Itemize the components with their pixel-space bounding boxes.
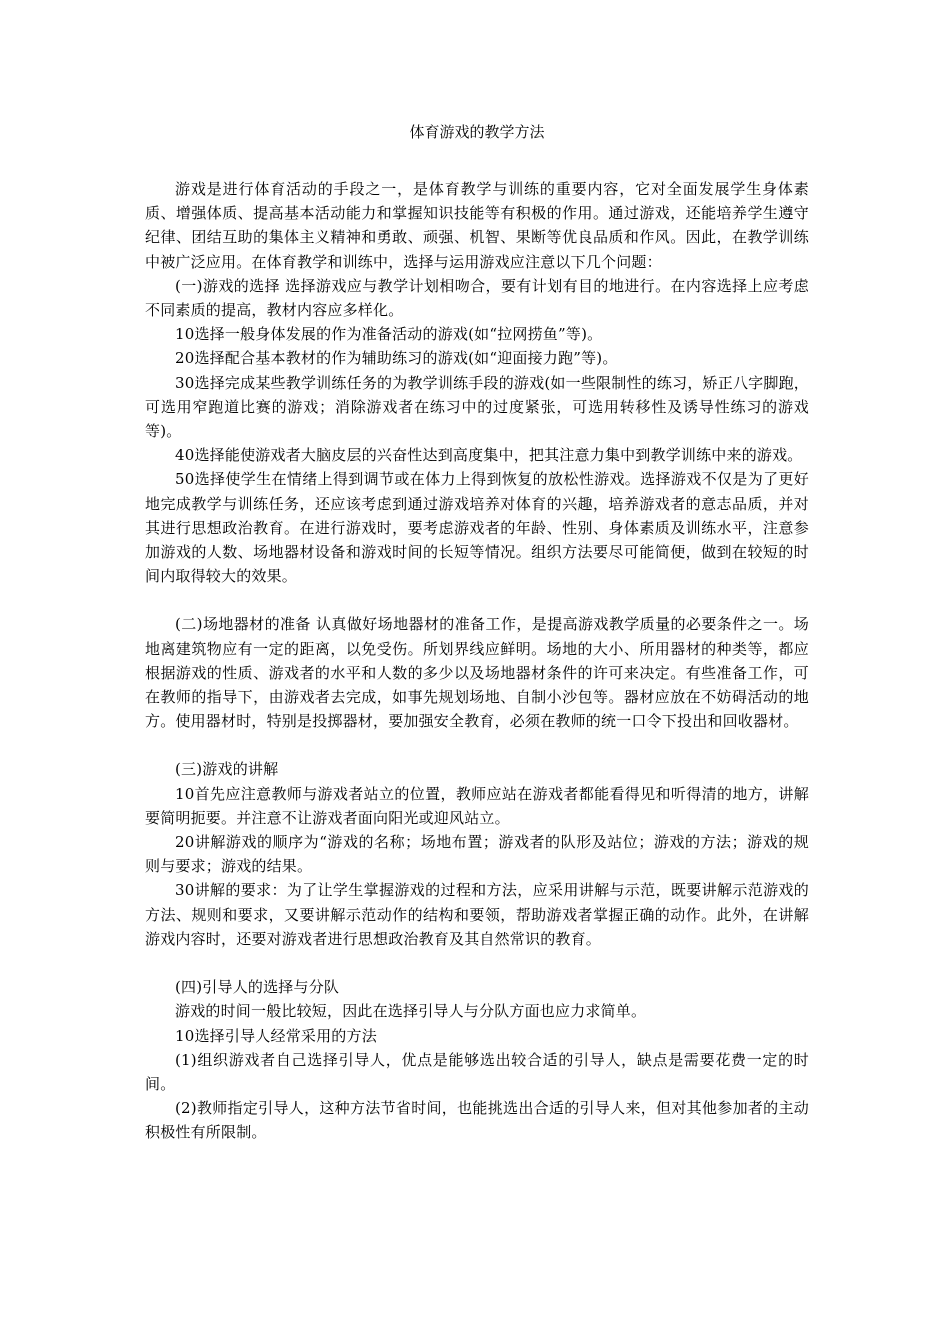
paragraph-item-1-1: 10选择一般身体发展的作为准备活动的游戏(如“拉网捞鱼”等)。 — [175, 325, 603, 344]
paragraph-section-3-heading: (三)游戏的讲解 — [175, 760, 279, 779]
paragraph-item-1-3: 30选择完成某些教学训练任务的为教学训练手段的游戏(如一些限制性的练习，矫正八字脚跑，可选用窄跑道比赛的游戏；消除游戏者在练习中的过度紧张，可选用转移性及诱导性练习的游戏等)。 — [145, 373, 809, 441]
paragraph-item-3-1: 10首先应注意教师与游戏者站立的位置，教师应站在游戏者都能看得见和听得清的地方，讲解要简明扼要。并注意不让游戏者面向阳光或迎风站立。 — [145, 784, 809, 827]
paragraph-intro: 游戏是进行体育活动的手段之一，是体育教学与训练的重要内容，它对全面发展学生身体素质、增强体质、提高基本活动能力和掌握知识技能等有积极的作用。通过游戏，还能培养学生遵守纪律、团结互助的集体主义精神和勇敢、顽强、机智、果断等优良品质和作风。因此，在教学训练中被广泛应用。在体育教学和训练中，选择与运用游戏应注意以下几个问题： — [145, 180, 809, 271]
paragraph-item-1-4: 40选择能使游戏者大脑皮层的兴奋性达到高度集中，把其注意力集中到教学训练中来的游戏。 — [175, 446, 803, 465]
paragraph-spacer — [145, 951, 809, 975]
paragraph-section-4-heading: (四)引导人的选择与分队 — [175, 978, 340, 997]
paragraph-spacer — [145, 733, 809, 757]
paragraph-item-4-1-a: (1)组织游戏者自己选择引导人，优点是能够选出较合适的引导人，缺点是需要花费一定的时间。 — [145, 1050, 809, 1093]
paragraph-item-1-2: 20选择配合基本教材的作为辅助练习的游戏(如“迎面接力跑”等)。 — [175, 349, 618, 368]
paragraph-item-1-5: 50选择使学生在情绪上得到调节或在体力上得到恢复的放松性游戏。选择游戏不仅是为了更好地完成教学与训练任务，还应该考虑到通过游戏培养对体育的兴趣，培养游戏者的意志品质，并对其进行思想政治教育。在进行游戏时，要考虑游戏者的年龄、性别、身体素质及训练水平，注意参加游戏的人数、场地器材设备和游戏时间的长短等情况。组织方法要尽可能简便，做到在较短的时间内取得较大的效果。 — [145, 470, 809, 586]
paragraph-section-4-intro: 游戏的时间一般比较短，因此在选择引导人与分队方面也应力求简单。 — [175, 1002, 647, 1021]
paragraph-item-3-2: 20讲解游戏的顺序为“游戏的名称；场地布置；游戏者的队形及站位；游戏的方法；游戏的规则与要求；游戏的结果。 — [145, 833, 809, 876]
paragraph-item-3-3: 30讲解的要求：为了让学生掌握游戏的过程和方法，应采用讲解与示范，既要讲解示范游戏的方法、规则和要求，又要讲解示范动作的结构和要领，帮助游戏者掌握正确的动作。此外，在讲解游戏内容时，还要对游戏者进行思想政治教育及其自然常识的教育。 — [145, 881, 809, 948]
paragraph-spacer — [145, 588, 809, 612]
document-title: 体育游戏的教学方法 — [409, 123, 545, 141]
document-page — [145, 120, 809, 1145]
paragraph-section-1: (一)游戏的选择 选择游戏应与教学计划相吻合，要有计划有目的地进行。在内容选择上应考虑不同素质的提高，教材内容应多样化。 — [145, 276, 809, 320]
paragraph-section-2: (二)场地器材的准备 认真做好场地器材的准备工作，是提高游戏教学质量的必要条件之一。场地离建筑物应有一定的距离，以免受伤。所划界线应鲜明。场地的大小、所用器材的种类等，都应根据游戏的性质、游戏者的水平和人数的多少以及场地器材条件的许可来决定。有些准备工作，可在教师的指导下，由游戏者去完成，如事先规划场地、自制小沙包等。器材应放在不妨碍活动的地方。使用器材时，特别是投掷器材，要加强安全教育，必须在教师的统一口令下投出和回收器材。 — [145, 615, 809, 731]
paragraph-item-4-1: 10选择引导人经常采用的方法 — [175, 1026, 377, 1045]
paragraph-item-4-1-b: (2)教师指定引导人，这种方法节省时间，也能挑选出合适的引导人来，但对其他参加者的主动积极性有所限制。 — [145, 1099, 809, 1142]
